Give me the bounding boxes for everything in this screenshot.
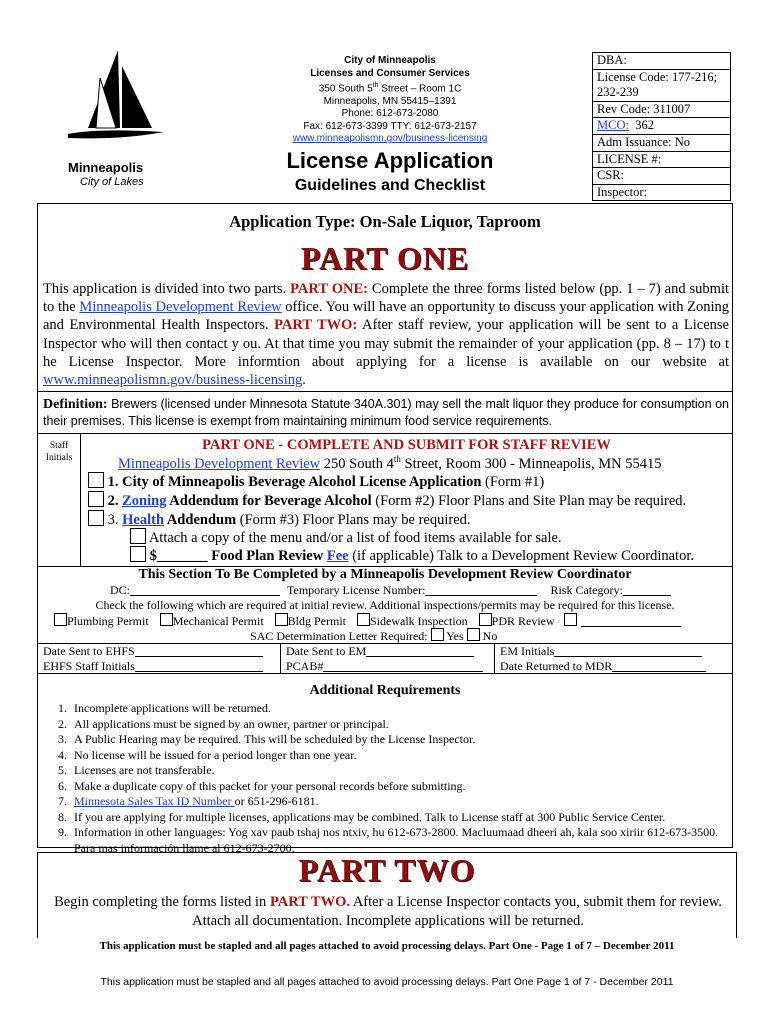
plumbing-permit-checkbox[interactable] — [54, 613, 67, 626]
additional-requirements-heading: Additional Requirements — [309, 683, 461, 698]
additional-requirements-list — [28, 701, 728, 856]
attach-menu-item: Attach a copy of the menu and/or a list of food items available for sale. — [130, 528, 562, 547]
list-item: 8. If you are applying for multiple licenses, applications may be combined. Talk to License staff at 300 Public Service Center. — [70, 810, 728, 826]
application-type: Application Type: On-Sale Liquor, Taproom — [229, 212, 541, 231]
routing-col-1: Date Sent to EHFS EHFS Staff Initials — [43, 644, 263, 674]
page-title: License Application — [286, 148, 494, 173]
checklist-item-2: 2. Zoning Addendum for Beverage Alcohol (Form #2) Floor Plans and Site Plan may be required. — [88, 491, 686, 510]
ehfs-initials-field[interactable] — [135, 659, 263, 672]
rev-code: Rev Code: 311007 — [593, 102, 730, 119]
intro-paragraph: This application is divided into two parts. PART ONE: Complete the three forms listed below (pp. 1 – 7) and submit to the Minneapolis Development Review office. You will have an opportunity to discuss your application with Zoning and Environmental Health Inspectors. PART TWO: After staff review, your application will be sent to a License Inspector who will then contact y ou. At that time you may submit the remainder of your application (pp. 8 – 17) to t he License Inspector. More informtion about applying for a license is available on our website at www.minneapolismn.gov/business-licensing. — [43, 281, 730, 389]
mco-field: MCO: 362 — [593, 118, 730, 135]
mdr-office-link[interactable]: Minneapolis Development Review — [79, 299, 282, 316]
pdr-review-checkbox[interactable] — [479, 613, 492, 626]
date-sent-em-field[interactable] — [366, 644, 474, 657]
mdr-link[interactable]: Minneapolis Development Review — [118, 455, 321, 472]
page-footer: This application must be stapled and all pages attached to avoid processing delays. Part One Page 1 of 7 - December 2011 — [100, 976, 674, 988]
pcab-field[interactable] — [323, 659, 483, 672]
staff-initials-label: Staff Initials — [45, 441, 73, 463]
list-item: 3. A Public Hearing may be required. This will be scheduled by the License Inspector. — [70, 732, 728, 748]
adm-issuance: Adm Issuance: No — [593, 135, 730, 152]
item1-checkbox[interactable] — [88, 472, 104, 488]
fee-link[interactable]: Fee — [326, 548, 349, 564]
sac-yes-checkbox[interactable] — [431, 628, 444, 641]
coordinator-dc-row: DC: Temporary License Number: Risk Category: — [110, 583, 671, 598]
coordinator-heading: This Section To Be Completed by a Minneapolis Development Review Coordinator — [138, 567, 632, 582]
list-item: 4. No license will be issued for a period longer than one year. — [70, 748, 728, 764]
dba-field: DBA: — [593, 53, 730, 70]
part-two-heading: PART TWO — [298, 852, 476, 888]
checklist-item-1: 1. City of Minneapolis Beverage Alcohol License Application (Form #1) — [88, 472, 544, 491]
checklist-item-3: 3. Health Addendum (Form #3) Floor Plans may be required. — [88, 510, 471, 529]
part-one-heading: PART ONE — [300, 240, 470, 276]
list-item: 5. Licenses are not transferable. — [70, 763, 728, 779]
item3-checkbox[interactable] — [88, 510, 104, 526]
org-department: Licenses and Consumer Services — [310, 67, 470, 79]
temp-license-field[interactable] — [425, 583, 537, 596]
routing-col-2: Date Sent to EM PCAB# — [286, 644, 483, 674]
office-use-box — [592, 52, 731, 201]
page-subtitle: Guidelines and Checklist — [294, 177, 486, 194]
sac-no-checkbox[interactable] — [467, 628, 480, 641]
item2-checkbox[interactable] — [88, 491, 104, 507]
date-sent-ehfs-field[interactable] — [135, 644, 263, 657]
license-code: License Code: 177-216; 232-239 — [593, 70, 730, 102]
other-permit-field[interactable] — [581, 614, 681, 627]
zoning-link[interactable]: Zoning — [122, 493, 167, 509]
logo-tagline: City of Lakes — [80, 176, 144, 188]
csr-field: CSR: — [593, 168, 730, 185]
dc-field[interactable] — [130, 583, 280, 596]
definition-label: Definition: — [43, 397, 108, 412]
sales-tax-link[interactable]: Minnesota Sales Tax ID Number — [74, 794, 235, 808]
org-name: City of Minneapolis — [344, 55, 436, 66]
org-city: Minneapolis, MN 55415–1391 — [323, 95, 457, 107]
permits-row: Plumbing Permit Mechanical Permit Bldg Permit Sidewalk Inspection PDR Review — [54, 613, 681, 629]
logo-name: Minneapolis — [68, 160, 144, 175]
sailboat-logo-icon — [60, 48, 170, 148]
menu-checkbox[interactable] — [130, 528, 146, 544]
sac-row: SAC Determination Letter Required: Yes No — [250, 629, 498, 643]
risk-category-field[interactable] — [623, 583, 671, 596]
footer-note: This application must be stapled and all pages attached to avoid processing delays. Part One - Page 1 of 7 – December 2011 — [99, 940, 675, 952]
org-fax: Fax: 612-673-3399 TTY: 612-673-2157 — [303, 120, 477, 132]
food-plan-checkbox[interactable] — [130, 546, 146, 562]
definition-block — [43, 396, 729, 429]
city-logo — [60, 48, 170, 193]
health-link[interactable]: Health — [122, 512, 165, 528]
org-address: 350 South 5th Street – Room 1C — [318, 82, 462, 95]
food-plan-item: $_______ Food Plan Review Fee (if applicable) Talk to a Development Review Coordinator. — [130, 546, 694, 565]
part-two-text: Begin completing the forms listed in PART TWO. After a License Inspector contacts you, submit them for review. Attach all documentation. Incomplete applications will be returned. — [54, 894, 722, 929]
header-address-block — [270, 55, 510, 146]
list-item: 9. Information in other languages: Yog xav paub tshaj nos ntxiv, hu 612-673-2800. Macluumaad dheeri ah, kala soo xiriir 612-673-3500. Para mas información llame al 612-673-2700. — [70, 825, 728, 856]
sidewalk-inspection-checkbox[interactable] — [357, 613, 370, 626]
routing-col-3: EM Initials Date Returned to MDR — [500, 644, 706, 674]
list-item: 1. Incomplete applications will be returned. — [70, 701, 728, 717]
part-one-section-heading: PART ONE - COMPLETE AND SUBMIT FOR STAFF REVIEW — [202, 437, 611, 453]
org-phone: Phone: 612-673-2080 — [341, 108, 439, 120]
org-website-link[interactable]: www.minneapolismn.gov/business-licensing — [292, 133, 488, 145]
list-item: 7. Minnesota Sales Tax ID Number or 651-296-6181. — [70, 794, 728, 810]
license-number-field: LICENSE #: — [593, 152, 730, 169]
list-item: 6. Make a duplicate copy of this packet for your personal records before submitting. — [70, 779, 728, 795]
mechanical-permit-checkbox[interactable] — [160, 613, 173, 626]
list-item: 2. All applications must be signed by an owner, partner or principal. — [70, 717, 728, 733]
coordinator-check-line: Check the following which are required at initial review. Additional inspections/permits may be required for this license. — [95, 598, 675, 612]
mco-link[interactable]: MCO: — [597, 118, 629, 133]
definition-text: Brewers (licensed under Minnesota Statute 340A.301) may sell the malt liquor they produce for consumption on their premises. This license is exempt from maintaining minimum food service requirements. — [43, 397, 729, 428]
bldg-permit-checkbox[interactable] — [275, 613, 288, 626]
mdr-address-line: Minneapolis Development Review 250 South 4th Street, Room 300 - Minneapolis, MN 55415 — [118, 454, 662, 472]
date-returned-mdr-field[interactable] — [612, 659, 706, 672]
other-permit-checkbox[interactable] — [564, 613, 577, 626]
em-initials-field[interactable] — [554, 644, 702, 657]
website-link[interactable]: www.minneapolismn.gov/business-licensing — [43, 372, 303, 389]
inspector-field: Inspector: — [597, 184, 647, 199]
